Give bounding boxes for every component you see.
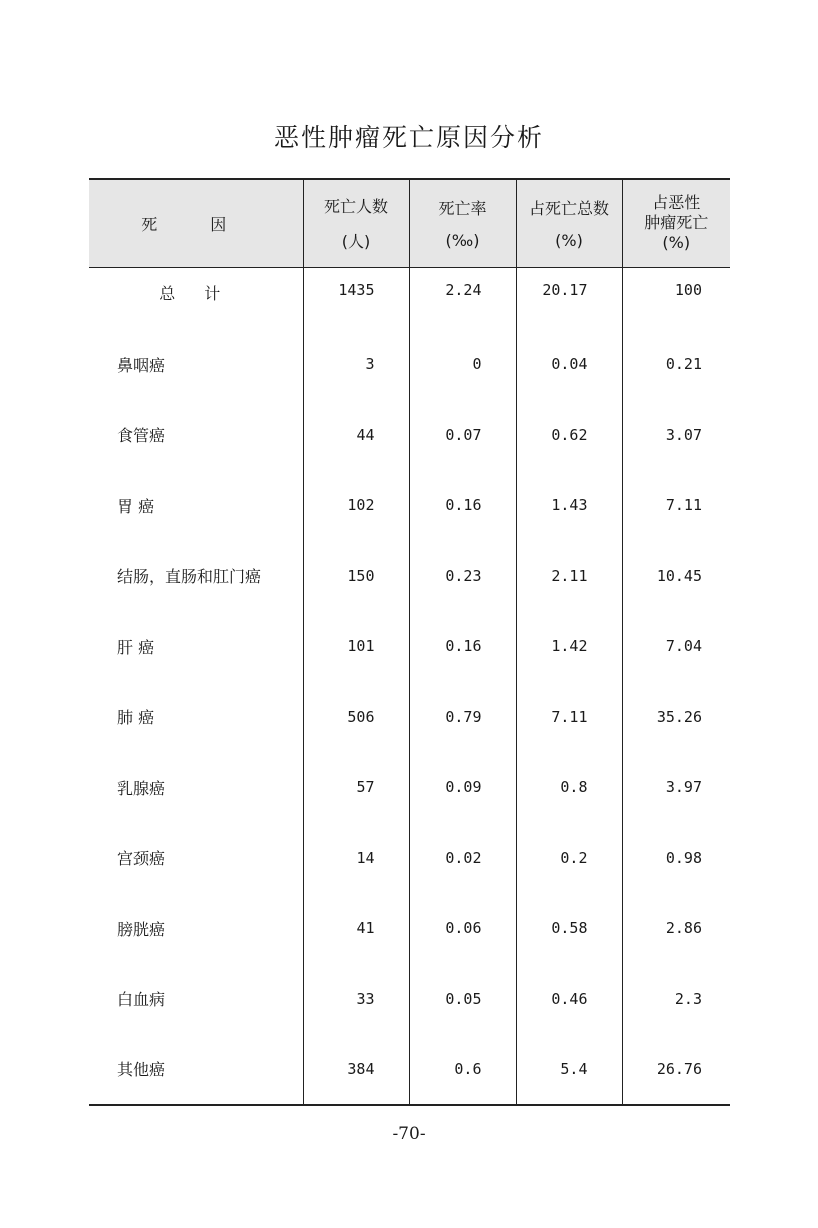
header-row [89,179,730,267]
table-row [89,823,730,894]
row-cause: 胃 癌 [117,496,155,516]
table-row [89,893,730,964]
row-deaths: 14 [303,823,409,894]
row-rate: 0.05 [409,964,516,1035]
row-cause: 鼻咽癌 [117,355,166,375]
row-share-all: 0.8 [516,752,622,823]
row-deaths: 150 [303,541,409,612]
row-rate: 0.16 [409,470,516,541]
table-row-total [89,267,730,329]
row-rate: 0.6 [409,1034,516,1105]
row-share-all: 1.42 [516,611,622,682]
table-row [89,400,730,471]
header-share-cancer-unit: (%) [662,233,691,253]
row-rate: 2.24 [409,267,516,329]
row-deaths: 101 [303,611,409,682]
row-rate: 0.07 [409,400,516,471]
row-deaths: 57 [303,752,409,823]
header-share-cancer [622,179,730,267]
header-rate [409,179,516,267]
header-deaths [303,179,409,267]
header-deaths-label: 死亡人数 [323,197,388,217]
row-cause: 肺 癌 [117,708,155,728]
header-rate-unit: (‰) [445,231,480,251]
row-cause: 肝 癌 [117,637,155,657]
row-deaths: 44 [303,400,409,471]
row-deaths: 102 [303,470,409,541]
row-share-cancer: 10.45 [622,541,730,612]
row-deaths: 33 [303,964,409,1035]
header-share-all [516,179,622,267]
row-share-cancer: 26.76 [622,1034,730,1105]
row-share-all: 0.2 [516,823,622,894]
row-share-cancer: 2.86 [622,893,730,964]
table-row [89,682,730,753]
row-share-all: 5.4 [516,1034,622,1105]
header-share-all-label: 占死亡总数 [528,199,609,219]
header-share-cancer-line1: 占恶性 [652,193,701,213]
row-deaths: 3 [303,329,409,400]
header-rate-label: 死亡率 [438,199,487,219]
row-rate: 0 [409,329,516,400]
row-share-cancer: 0.98 [622,823,730,894]
table-row [89,541,730,612]
table-header [89,179,730,267]
row-share-all: 2.11 [516,541,622,612]
row-share-all: 0.04 [516,329,622,400]
row-share-cancer: 3.97 [622,752,730,823]
row-deaths: 1435 [303,267,409,329]
row-cause: 结肠，直肠和肛门癌 [117,567,262,587]
table-row [89,1034,730,1105]
page-number: -70- [392,1124,426,1144]
row-share-all: 1.43 [516,470,622,541]
row-cause: 食管癌 [117,426,166,446]
row-cause: 白血病 [117,990,166,1010]
cancer-death-table [89,178,730,1106]
row-rate: 0.06 [409,893,516,964]
table-row [89,964,730,1035]
row-share-cancer: 3.07 [622,400,730,471]
row-cause: 总 计 [159,283,233,303]
row-deaths: 384 [303,1034,409,1105]
row-share-all: 0.62 [516,400,622,471]
table-row [89,329,730,400]
row-share-cancer: 7.11 [622,470,730,541]
table-row [89,611,730,682]
row-cause: 宫颈癌 [117,849,166,869]
row-rate: 0.23 [409,541,516,612]
header-cause: 死 因 [89,179,303,267]
row-deaths: 41 [303,893,409,964]
row-deaths: 506 [303,682,409,753]
row-share-cancer: 7.04 [622,611,730,682]
header-share-cancer-line2: 肿瘤死亡 [644,213,709,233]
row-rate: 0.09 [409,752,516,823]
row-share-cancer: 0.21 [622,329,730,400]
row-cause: 乳腺癌 [117,778,166,798]
row-share-all: 7.11 [516,682,622,753]
row-share-cancer: 2.3 [622,964,730,1035]
table-row [89,470,730,541]
row-share-cancer: 35.26 [622,682,730,753]
row-cause: 其他癌 [117,1060,166,1080]
row-share-all: 20.17 [516,267,622,329]
row-cause: 膀胱癌 [117,919,166,939]
row-rate: 0.02 [409,823,516,894]
row-share-all: 0.58 [516,893,622,964]
header-deaths-unit: (人) [341,232,371,252]
page-title: 恶性肿瘤死亡原因分析 [273,123,544,152]
table-row [89,752,730,823]
header-share-all-unit: (%) [555,231,583,251]
row-share-all: 0.46 [516,964,622,1035]
row-rate: 0.79 [409,682,516,753]
table-body [89,267,730,1105]
row-rate: 0.16 [409,611,516,682]
row-share-cancer: 100 [622,267,730,329]
